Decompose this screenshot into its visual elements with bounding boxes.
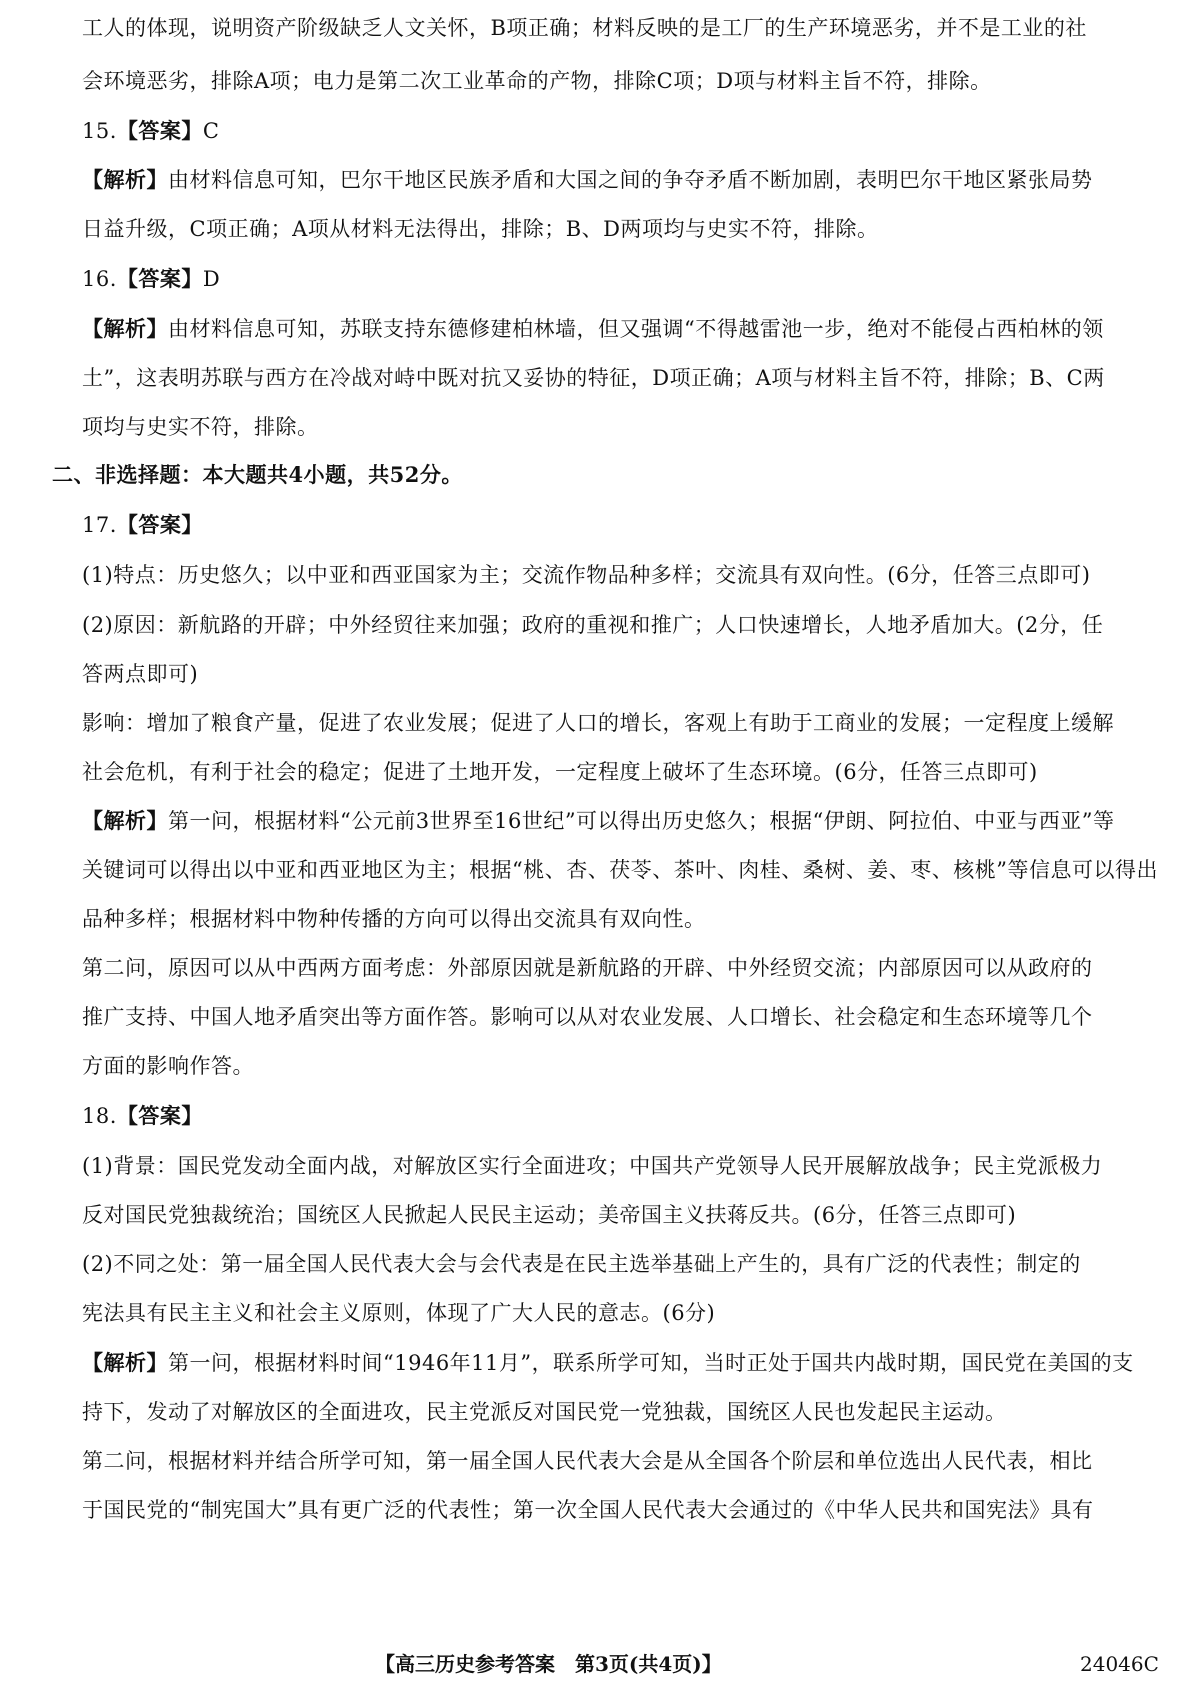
text-line: 工人的体现，说明资产阶级缺乏人文关怀，B项正确；材料反映的是工厂的生产环境恶劣，并不是工业的社 — [82, 16, 1087, 40]
q16-analysis-line — [82, 315, 1104, 343]
text-line: 于国民党的“制宪国大”具有更广泛的代表性；第一次全国人民代表大会通过的《中华人民共和国宪法》具有 — [82, 1498, 1094, 1522]
text-line: 反对国民党独裁统治；国统区人民掀起人民民主运动；美帝国主义扶蒋反共。(6分，任答三点即可) — [82, 1203, 1017, 1227]
text-line: 日益升级，C项正确；A项从材料无法得出，排除；B、D两项均与史实不符，排除。 — [82, 217, 879, 241]
text-line: 品种多样；根据材料中物种传播的方向可以得出交流具有双向性。 — [82, 907, 706, 931]
analysis-text: 由材料信息可知，巴尔干地区民族矛盾和大国之间的争夺矛盾不断加剧，表明巴尔干地区紧张局势 — [168, 168, 1093, 192]
q17-analysis-line — [82, 807, 1115, 835]
text-line: 影响：增加了粮食产量，促进了农业发展；促进了人口的增长，客观上有助于工商业的发展；一定程度上缓解 — [82, 711, 1114, 735]
analysis-label: 【解析】 — [82, 1350, 168, 1375]
question-number: 16. — [82, 267, 117, 291]
q16-answer-line — [82, 265, 220, 293]
text-line: (2)不同之处：第一届全国人民代表大会与会代表是在民主选举基础上产生的，具有广泛的代表性；制定的 — [82, 1252, 1081, 1276]
document-code: 24046C — [1080, 1652, 1159, 1676]
text-line: 项均与史实不符，排除。 — [82, 415, 319, 439]
answer-label: 【答案】 — [116, 512, 203, 537]
text-line: 土”，这表明苏联与西方在冷战对峙中既对抗又妥协的特征，D项正确；A项与材料主旨不符，排除；B、C两 — [82, 366, 1105, 390]
q17-answer-line — [82, 511, 203, 539]
text-line: (1)特点：历史悠久；以中亚和西亚国家为主；交流作物品种多样；交流具有双向性。(6分，任答三点即可) — [82, 563, 1091, 587]
text-line: 第二问，原因可以从中西两方面考虑：外部原因就是新航路的开辟、中外经贸交流；内部原因可以从政府的 — [82, 956, 1093, 980]
analysis-label: 【解析】 — [82, 808, 168, 833]
text-line: (2)原因：新航路的开辟；中外经贸往来加强；政府的重视和推广；人口快速增长，人地矛盾加大。(2分，任 — [82, 613, 1104, 637]
text-line: (1)背景：国民党发动全面内战，对解放区实行全面进攻；中国共产党领导人民开展解放战争；民主党派极力 — [82, 1154, 1103, 1178]
text-line: 方面的影响作答。 — [82, 1054, 254, 1078]
text-line: 答两点即可) — [82, 662, 199, 686]
text-line: 推广支持、中国人地矛盾突出等方面作答。影响可以从对农业发展、人口增长、社会稳定和生态环境等几个 — [82, 1005, 1093, 1029]
answer-value: D — [202, 267, 221, 291]
analysis-text: 第一问，根据材料“公元前3世界至16世纪”可以得出历史悠久；根据“伊朗、阿拉伯、中亚与西亚”等 — [168, 809, 1115, 833]
text-line: 关键词可以得出以中亚和西亚地区为主；根据“桃、杏、茯苓、茶叶、肉桂、桑树、姜、枣、核桃”等信息可以得出 — [82, 858, 1158, 882]
text-line: 会环境恶劣，排除A项；电力是第二次工业革命的产物，排除C项；D项与材料主旨不符，排除。 — [82, 69, 992, 93]
analysis-text: 第一问，根据材料时间“1946年11月”，联系所学可知，当时正处于国共内战时期，国民党在美国的支 — [168, 1351, 1134, 1375]
q18-analysis-line — [82, 1349, 1134, 1377]
page-footer: 【高三历史参考答案 第3页(共4页)】 — [375, 1652, 722, 1676]
question-number: 15. — [82, 119, 117, 143]
question-number: 17. — [82, 513, 117, 537]
answer-label: 【答案】 — [116, 1103, 203, 1128]
answer-label: 【答案】 — [116, 118, 203, 143]
q15-analysis-line — [82, 166, 1093, 194]
text-line: 宪法具有民主主义和社会主义原则，体现了广大人民的意志。(6分) — [82, 1301, 716, 1325]
section-heading: 二、非选择题：本大题共4小题，共52分。 — [52, 462, 463, 487]
analysis-text: 由材料信息可知，苏联支持东德修建柏林墙，但又强调“不得越雷池一步，绝对不能侵占西柏林的领 — [168, 317, 1104, 341]
q18-answer-line — [82, 1102, 203, 1130]
text-line: 第二问，根据材料并结合所学可知，第一届全国人民代表大会是从全国各个阶层和单位选出人民代表，相比 — [82, 1449, 1093, 1473]
text-line: 持下，发动了对解放区的全面进攻，民主党派反对国民党一党独裁，国统区人民也发起民主运动。 — [82, 1400, 1007, 1424]
analysis-label: 【解析】 — [82, 167, 168, 192]
answer-value: C — [202, 119, 220, 143]
question-number: 18. — [82, 1104, 117, 1128]
q15-answer-line — [82, 117, 219, 145]
text-line: 社会危机，有利于社会的稳定；促进了土地开发，一定程度上破坏了生态环境。(6分，任答三点即可) — [82, 760, 1038, 784]
analysis-label: 【解析】 — [82, 316, 168, 341]
answer-label: 【答案】 — [116, 266, 203, 291]
